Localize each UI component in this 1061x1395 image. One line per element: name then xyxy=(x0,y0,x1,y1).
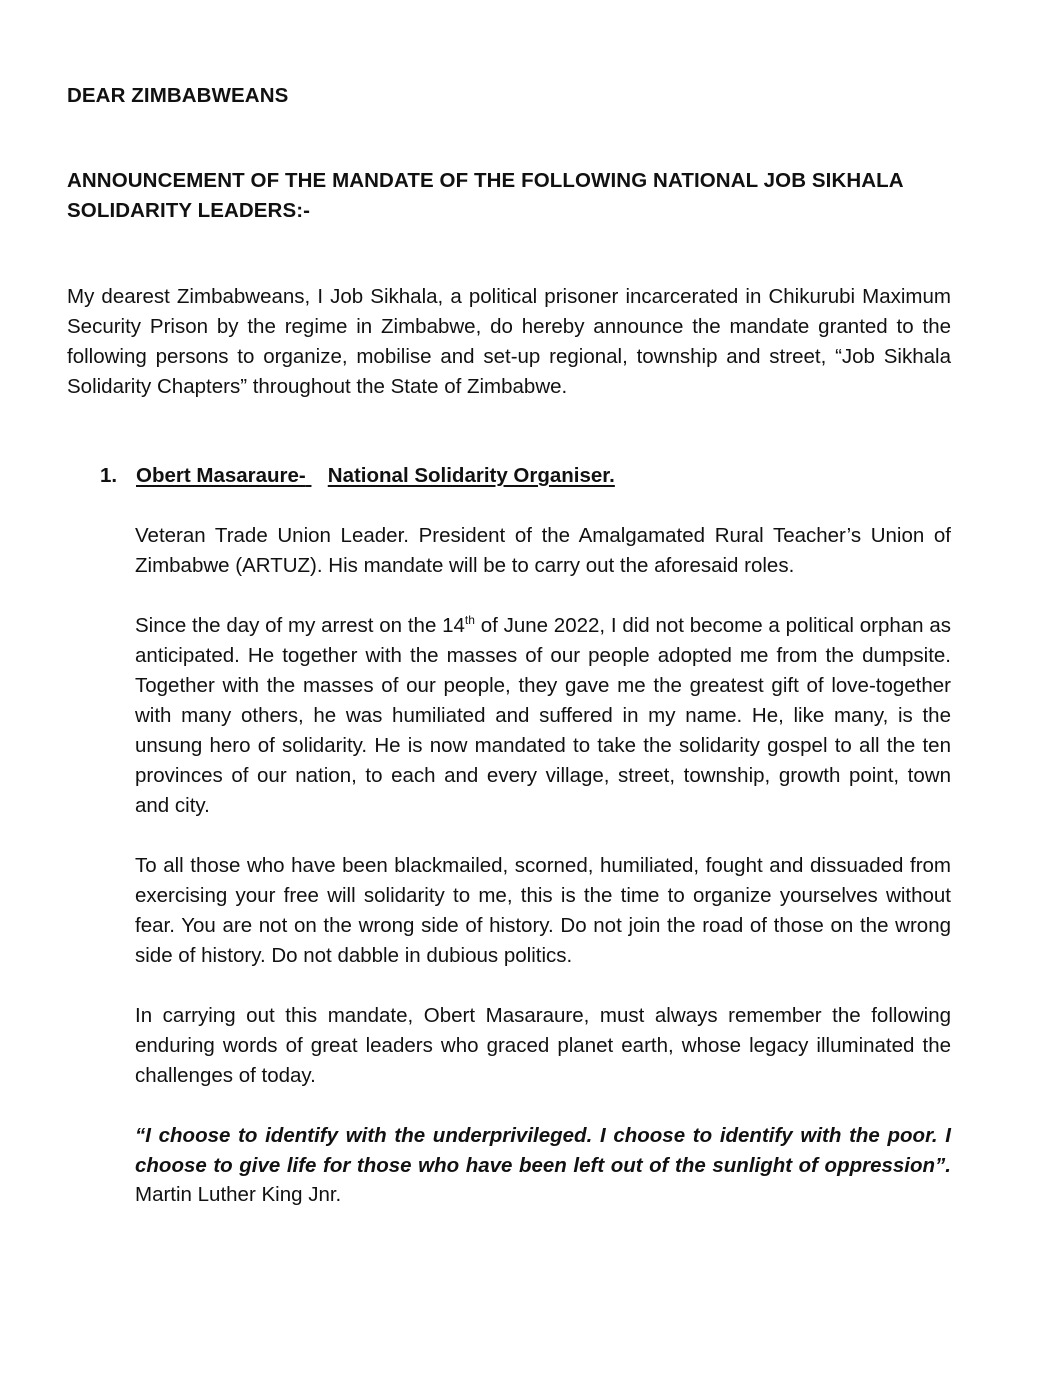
announcement-title: ANNOUNCEMENT OF THE MANDATE OF THE FOLLOWING NATIONAL JOB SIKHALA SOLIDARITY LEADERS:- xyxy=(67,169,903,222)
title-gap xyxy=(306,461,328,491)
leader-background-paragraph: Veteran Trade Union Leader. President of the Amalgamated Rural Teacher’s Union of Zimbabwe (ARTUZ). His mandate will be to carry out the aforesaid roles. xyxy=(135,524,951,577)
quote-attribution: Martin Luther King Jnr. xyxy=(135,1183,342,1206)
ordinal-suffix: th xyxy=(464,613,475,627)
quote-paragraph xyxy=(135,1121,951,1210)
leader-role: National Solidarity Organiser. xyxy=(327,464,615,487)
leader-name: Obert Masaraure- xyxy=(136,464,306,487)
salutation-heading: DEAR ZIMBABWEANS xyxy=(67,84,289,107)
list-item-1-title xyxy=(100,461,615,491)
arrest-text-before: Since the day of my arrest on the 14 xyxy=(135,614,465,637)
arrest-paragraph xyxy=(135,611,951,821)
mandate-reminder-paragraph: In carrying out this mandate, Obert Masaraure, must always remember the following enduring words of great leaders who graced planet earth, whose legacy illuminated the challenges of today. xyxy=(135,1004,951,1087)
intro-paragraph: My dearest Zimbabweans, I Job Sikhala, a political prisoner incarcerated in Chikurubi Maximum Security Prison by the regime in Zimbabwe, do hereby announce the mandate granted to the following persons to organize, mobilise and set-up regional, township and street, “Job Sikhala Solidarity Chapters” throughout the State of Zimbabwe. xyxy=(67,285,951,398)
solidarity-call-paragraph: To all those who have been blackmailed, scorned, humiliated, fought and dissuaded from exercising your free will solidarity to me, this is the time to organize yourselves without fear. You are not on the wrong side of history. Do not join the road of those on the wrong side of history. Do not dabble in dubious politics. xyxy=(135,854,951,967)
arrest-text-after: of June 2022, I did not become a political orphan as anticipated. He together with the masses of our people adopted me from the dumpsite. Together with the masses of our people, they gave me the greatest gift of love-together with many others, he was humiliated and suffered in my name. He, like many, is the unsung hero of solidarity. He is now mandated to take the solidarity gospel to all the ten provinces of our nation, to each and every village, street, township, growth point, town and city. xyxy=(135,614,951,817)
list-item-number: 1. xyxy=(100,464,118,487)
quote-text: “I choose to identify with the underprivileged. I choose to identify with the poor. I choose to give life for those who have been left out of the sunlight of oppression”. xyxy=(135,1124,951,1177)
